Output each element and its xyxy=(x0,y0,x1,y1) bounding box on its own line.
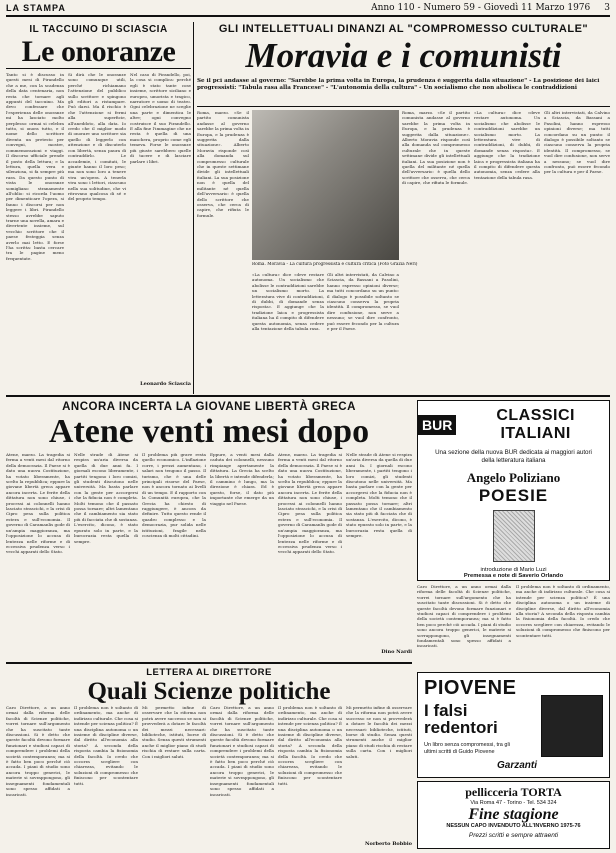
masthead xyxy=(6,3,610,17)
moravia-photo xyxy=(252,110,399,260)
left-signature: Leonardo Sciascia xyxy=(140,381,191,387)
middle-col-4: Eppure, a venti mesi dalla caduta dei colonnelli, nessuno rimpiange apertamente la dittatura. La Grecia ha scelto la libertà e intende difenderla; il cammino è lungo, ma la direzione è chiara. Ed è questo, forse, il dato più importante che emerge da un viaggio nel Paese. xyxy=(210,452,274,506)
torta-ad[interactable] xyxy=(417,781,610,849)
right-deck-rule xyxy=(197,106,610,107)
bottom-col-2: Il problema non è soltanto di ordinamento, ma anche di indirizzo culturale. Che cosa si intende per scienza politica? È una disciplina autonoma o un insieme di discipline diverse, dal diritto all'economia alla storia? A seconda della risposta cambia la fisionomia della facoltà. Io credo che occorra scegliere con chiarezza, evitando le soluzioni di compromesso che finiscono per scontentare tutti. xyxy=(74,705,138,786)
right-col-1: Roma, marzo. «Se il partito comunista andasse al governo sarebbe la prima volta in Europa, e la prudenza è suggerita dalla situazione». Alberto Moravia risponde così alla domanda sul compromesso culturale che in queste settimane divide gli intellettuali italiani. La sua posizione non è quella del militante né quella dell'avversario: è quella dello scrittore che osserva, che cerca di capire, che rifiuta le formule. xyxy=(197,110,249,218)
photo-caption: Roma. Moravia - La cultura progressista e cultura critica (Foto Grazia Neri) xyxy=(252,262,418,267)
bur-note: Premessa e note di Saverio Orlando xyxy=(463,573,564,580)
right-lower-col-2: Il problema non è soltanto di ordinamento, ma anche di indirizzo culturale. Che cosa si intende per scienza politica? È una disciplina autonoma o un insieme di discipline diverse, dal diritto all'economia alla storia? A seconda della risposta cambia la fisionomia della facoltà. Io credo che occorra scegliere con chiarezza, evitando le soluzioni di compromesso che finiscono per scontentare tutti. xyxy=(516,584,610,638)
left-col-3: Nel caso di Pirandello, poi, la cosa si complica: perché egli è stato tante cose insieme, scrittore siciliano e europeo, umorista e tragico, narratore e uomo di teatro. Ogni celebrazione ne sceglie una parte e dimentica le altre; ogni convegno costruisce il suo Pirandello. E alla fine l'immagine che ne resta è quella di una maschera, proprio come egli temeva. Forse le onoranze più giuste sarebbero quelle di tacere e di lasciare parlare i libri. xyxy=(130,72,191,164)
bur-work: POESIE xyxy=(478,486,549,506)
piovene-publisher: Garzanti xyxy=(496,759,537,771)
bur-ad[interactable] xyxy=(417,400,610,581)
right-col-4: Roma, marzo. «Se il partito comunista andasse al governo sarebbe la prima volta in Europa, e la prudenza è suggerita dalla situazione». Alberto Moravia risponde così alla domanda sul compromesso culturale che in queste settimane divide gli intellettuali italiani. La sua posizione non è quella del militante né quella dell'avversario: è quella dello scrittore che osserva, che cerca di capire, che rifiuta le formule. xyxy=(402,110,470,186)
right-article xyxy=(197,22,610,394)
left-col-1: Tanto si è discusso in questi mesi di Pirandello che a me, con la scadenza della data centenaria, non resta che tornare agli appunti del taccuino. Ma devo confessare che l'esperienza delle onoranze mi ha lasciato molto perplesso: ormai si celebra tutto, si onora tutto, e il nome dello scrittore diventa un pretesto per convegni, mostre, commemorazioni e viaggi. Il discorso ufficiale prende il posto della lettura; e la lettura, quella vera e silenziosa, si fa sempre più rara. Da questo punto di vista le onoranze somigliano stranamente all'oblio: si ricorda l'uomo per dimenticare l'opera, si fanno i discorsi per non leggere i libri. Pirandello stesso avrebbe saputo trarne una novella, amara e divertente insieme, sul vecchio scrittore che il paese festeggia senza averlo mai letto. E forse l'ha scritta: basta cercare tra le pagine meno frequentate. xyxy=(6,72,64,261)
horizontal-rule-2 xyxy=(6,662,412,664)
issue-info: Anno 110 - Numero 59 - Giovedì 11 Marzo 1976 xyxy=(371,3,591,13)
right-deck: Se il pci andasse al governo: "Sarebbe la prima volta in Europa, la prudenza è suggerita dalla situazione" - La posizione dei laici progressisti: "Tabula rasa alla Francese" - "L'autonomia della cultura" - Un socialismo che non abolisca le contraddizioni xyxy=(197,78,600,91)
right-title: Moravia e i comunisti xyxy=(245,36,562,75)
bottom-article xyxy=(6,665,412,851)
bottom-kicker: LETTERA AL DIRETTORE xyxy=(146,667,272,678)
middle-col-2: Nelle strade di Atene si respira un'aria diversa da quella di due anni fa. I giornali escono liberamente, i partiti tengono i loro comizi, gli studenti discutono nelle università. Ma basta parlare con la gente per accorgersi che la fiducia non è completa. Molti temono che il passato possa tornare; altri lamentano che il cambiamento sia stato più di facciata che di sostanza. L'esercito, dicono, è stato epurato solo in parte, e la burocrazia resta quella di sempre. xyxy=(74,452,138,544)
bottom-col-6: Mi permetto infine di osservare che la riforma non potrà avere successo se non si provvederà a dotare le facoltà dei mezzi necessari: biblioteche, istituti, borse di studio. Senza questi strumenti anche il miglior piano di studi rischia di restare sulla carta. Con i migliori saluti. xyxy=(346,705,412,759)
middle-col-5: Atene, marzo. La tragedia si ferma a venti mesi dal ritorno della democrazia. Il Paese si è dato una nuova Costituzione, ha votato liberamente, ha scelto la repubblica; eppure la giovane libertà greca appare ancora incerta. Le ferite della dittatura non sono chiuse, i processi ai colonnelli hanno lasciato strascichi, e la crisi di Cipro pesa sulla politica estera e sull'economia. Il governo di Caramanlis gode di un'ampia maggioranza, ma l'opposizione lo accusa di lentezza nelle riforme e di eccessiva prudenza verso i vecchi apparati dello Stato. xyxy=(278,452,342,555)
bur-portrait xyxy=(493,510,535,562)
right-col-2: «La cultura» dice «deve restare autonoma. Un socialismo che abolisse le contraddizioni sarebbe un socialismo morto. La letteratura vive di contraddizioni, di dubbi, di domande senza risposta». E aggiunge che la tradizione laica e progressista italiana ha il compito di difendere questa autonomia, senza cedere alla tentazione della tabula rasa. xyxy=(252,272,324,332)
left-article xyxy=(6,22,191,392)
piovene-title: I falsi redentori xyxy=(424,701,498,737)
torta-sub: NESSUN CAPO INVENDUTO ALL'INVERNO 1975-76 xyxy=(446,823,581,829)
torta-slogan: Fine stagione xyxy=(468,806,559,823)
middle-signature: Dino Nardi xyxy=(381,649,412,655)
bottom-col-3: Mi permetto infine di osservare che la riforma non potrà avere successo se non si provvederà a dotare le facoltà dei mezzi necessari: biblioteche, istituti, borse di studio. Senza questi strumenti anche il miglior piano di studi rischia di restare sulla carta. Con i migliori saluti. xyxy=(142,705,206,759)
bur-subtitle: Una sezione della nuova BUR dedicata ai maggiori autori della letteratura italiana xyxy=(435,449,592,464)
bottom-col-4: Caro Direttore, a un anno ormai dalla riforma delle facoltà di Scienze politiche, vorrei tornare sull'argomento che ha suscitato tante discussioni. Si è detto che queste facoltà devono formare funzionari e studiosi capaci di comprendere i problemi della società contemporanea; ma si è fatto ben poco perché ciò accada. I piani di studio sono ancora troppo generici, le materie si sovrappongono, gli insegnamenti fondamentali sono spesso affidati a incaricati. xyxy=(210,705,274,797)
piovene-author: PIOVENE xyxy=(424,677,517,699)
piovene-ad[interactable] xyxy=(417,672,610,778)
torta-footer: Prezzi scritti e sempre attraenti xyxy=(468,832,559,839)
middle-kicker: ANCORA INCERTA LA GIOVANE LIBERTÀ GRECA xyxy=(62,401,356,413)
paper-name: LA STAMPA xyxy=(6,3,66,13)
left-kicker: IL TACCUINO DI SCIASCIA xyxy=(29,24,168,35)
left-rule xyxy=(6,68,191,69)
middle-col-1: Atene, marzo. La tragedia si ferma a venti mesi dal ritorno della democrazia. Il Paese si è dato una nuova Costituzione, ha votato liberamente, ha scelto la repubblica; eppure la giovane libertà greca appare ancora incerta. Le ferite della dittatura non sono chiuse, i processi ai colonnelli hanno lasciato strascichi, e la crisi di Cipro pesa sulla politica estera e sull'economia. Il governo di Caramanlis gode di un'ampia maggioranza, ma l'opposizione lo accusa di lentezza nelle riforme e di eccessiva prudenza verso i vecchi apparati dello Stato. xyxy=(6,452,70,555)
middle-col-3: Il problema più grave resta quello economico. L'inflazione corre, i prezzi aumentano, i salari non tengono il passo. Il turismo, che è una delle principali risorse del Paese, non è ancora tornato ai livelli di un tempo. E il rapporto con la Comunità europea, che la Grecia ha chiesto di raggiungere, è ancora da definire. Tutto questo rende il quadro complesso e la democrazia, pur solida nelle istituzioni, fragile nella coscienza di molti cittadini. xyxy=(142,452,206,539)
bottom-title: Quali Scienze politiche xyxy=(87,678,331,705)
bur-intro: introduzione di Mario Luzi xyxy=(480,567,547,574)
page-number: 3 xyxy=(604,3,610,13)
bur-title: CLASSICI ITALIANI xyxy=(496,407,575,442)
horizontal-rule-1 xyxy=(6,395,610,397)
right-kicker: GLI INTELLETTUALI DINANZI AL "COMPROMESSO CULTURALE" xyxy=(218,23,589,35)
bottom-col-1: Caro Direttore, a un anno ormai dalla riforma delle facoltà di Scienze politiche, vorrei tornare sull'argomento che ha suscitato tante discussioni. Si è detto che queste facoltà devono formare funzionari e studiosi capaci di comprendere i problemi della società contemporanea; ma si è fatto ben poco perché ciò accada. I piani di studio sono ancora troppo generici, le materie si sovrappongono, gli insegnamenti fondamentali sono spesso affidati a incaricati. xyxy=(6,705,70,797)
right-col-5: «La cultura» dice «deve restare autonoma. Un socialismo che abolisse le contraddizioni sarebbe un socialismo morto. La letteratura vive di contraddizioni, di dubbi, di domande senza risposta». E aggiunge che la tradizione laica e progressista italiana ha il compito di difendere questa autonomia, senza cedere alla tentazione della tabula rasa. xyxy=(474,110,540,180)
middle-title: Atene venti mesi dopo xyxy=(48,413,370,450)
right-col-3: Gli altri intervistati, da Calvino a Sciascia, da Bassani a Pasolini, hanno espresso opinioni diverse; ma tutti concordano su un punto: il dialogo è possibile soltanto se ciascuno conserva la propria identità. Il compromesso, se vuol dire confusione, non serve a nessuno; se vuol dire confronto, può essere fecondo per la cultura e per il Paese. xyxy=(327,272,399,332)
bottom-signature: Norberto Bobbio xyxy=(364,841,412,847)
middle-article xyxy=(6,398,412,660)
right-col-6: Gli altri intervistati, da Calvino a Sciascia, da Bassani a Pasolini, hanno espresso opinioni diverse; ma tutti concordano su un punto: il dialogo è possibile soltanto se ciascuno conserva la propria identità. Il compromesso, se vuol dire confusione, non serve a nessuno; se vuol dire confronto, può essere fecondo per la cultura e per il Paese. xyxy=(544,110,610,175)
middle-col-6: Nelle strade di Atene si respira un'aria diversa da quella di due anni fa. I giornali escono liberamente, i partiti tengono i loro comizi, gli studenti discutono nelle università. Ma basta parlare con la gente per accorgersi che la fiducia non è completa. Molti temono che il passato possa tornare; altri lamentano che il cambiamento sia stato più di facciata che di sostanza. L'esercito, dicono, è stato epurato solo in parte, e la burocrazia resta quella di sempre. xyxy=(346,452,412,539)
bur-author: Angelo Poliziano xyxy=(466,470,561,486)
torta-address: Via Roma 47 - Torino - Tel. 534 324 xyxy=(470,800,557,806)
left-col-2: Si dirà che le onoranze sono comunque utili, perché richiamano l'attenzione del pubblico sullo scrittore e spingono gli editori a ristampare. Può darsi. Ma il rischio è che l'attenzione si fermi alla superficie, all'aneddoto, alla data. Io credo che il miglior modo di onorare uno scrittore sia quello di leggerlo con attenzione e di discuterlo con libertà, senza paura di contraddirlo. Le accademie, i comitati, le giunte hanno il loro peso; ma non sono loro a tenere viva un'opera. A tenerla viva sono i lettori, ciascuno nella sua solitudine, che vi ritrovano qualcosa di sé e del proprio tempo. xyxy=(68,72,126,202)
piovene-book-cover xyxy=(541,695,603,757)
piovene-text: Un libro senza compromessi, tra gli ultimi scritti di Guido Piovene xyxy=(424,742,510,755)
right-lower-col-1: Caro Direttore, a un anno ormai dalla riforma delle facoltà di Scienze politiche, vorrei tornare sull'argomento che ha suscitato tante discussioni. Si è detto che queste facoltà devono formare funzionari e studiosi capaci di comprendere i problemi della società contemporanea; ma si è fatto ben poco perché ciò accada. I piani di studio sono ancora troppo generici, le materie si sovrappongono, gli insegnamenti fondamentali sono spesso affidati a incaricati. xyxy=(417,584,511,649)
left-title: Le onoranze xyxy=(21,35,176,68)
torta-name: pellicceria TORTA xyxy=(465,785,562,799)
bottom-col-5: Il problema non è soltanto di ordinamento, ma anche di indirizzo culturale. Che cosa si intende per scienza politica? È una disciplina autonoma o un insieme di discipline diverse, dal diritto all'economia alla storia? A seconda della risposta cambia la fisionomia della facoltà. Io credo che occorra scegliere con chiarezza, evitando le soluzioni di compromesso che finiscono per scontentare tutti. xyxy=(278,705,342,786)
bur-logo: BUR xyxy=(418,415,456,435)
vertical-divider xyxy=(193,22,194,394)
